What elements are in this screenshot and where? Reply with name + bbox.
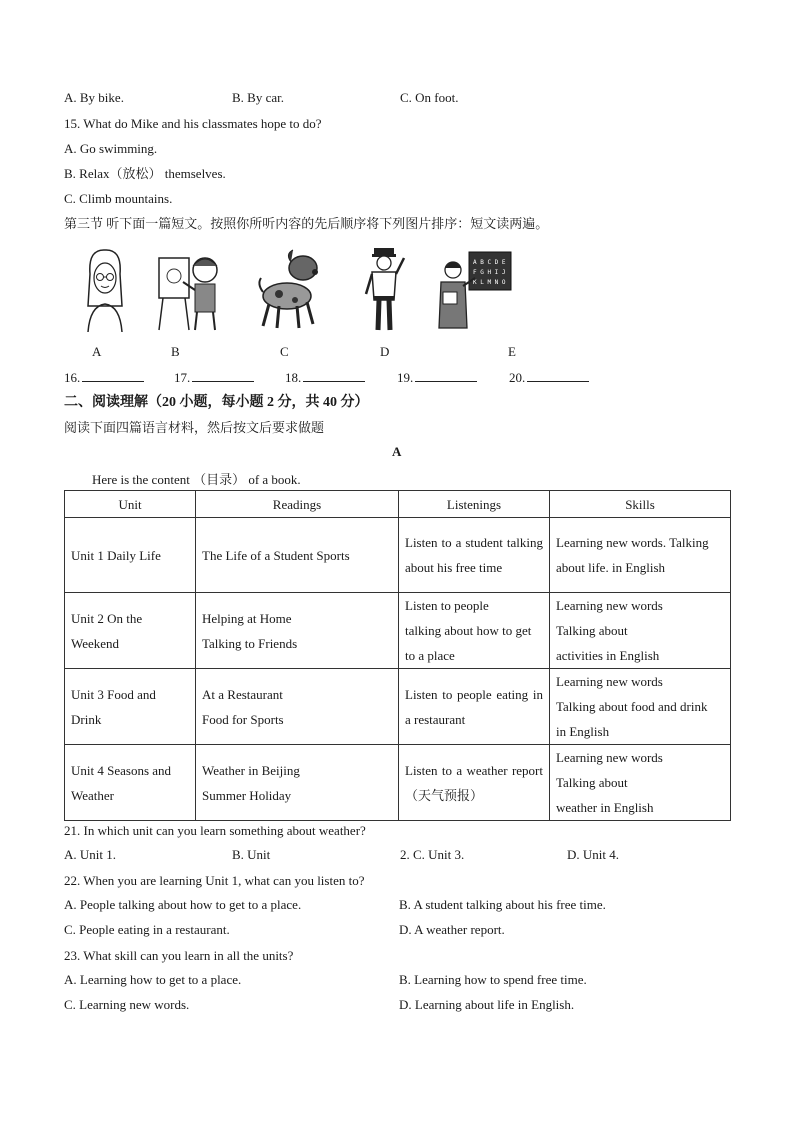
svg-text:A B C D E: A B C D E xyxy=(473,259,506,266)
book-content-table xyxy=(64,490,731,821)
answer-blank-16[interactable]: 16. xyxy=(64,369,144,386)
answer-blank-17[interactable]: 17. xyxy=(174,369,254,386)
teacher-at-board-icon xyxy=(435,244,515,334)
picture-label-e: E xyxy=(508,344,516,359)
table-cell: Listen to a weather report（天气预报） xyxy=(399,745,550,821)
table-cell: Weather in Beijing Summer Holiday xyxy=(196,745,399,821)
picture-label-b: B xyxy=(171,344,180,359)
table-header: Readings xyxy=(196,491,399,518)
child-painting-icon xyxy=(155,244,225,334)
q22-option-a: A. People talking about how to get to a place. xyxy=(64,897,302,912)
part2-heading: 二、阅读理解（20 小题，每小题 2 分，共 40 分） xyxy=(64,395,369,410)
section3-instruction: 第三节 听下面一篇短文。按照你所听内容的先后顺序将下列图片排序：短文读两遍。 xyxy=(64,216,549,231)
q23-stem: 23. What skill can you learn in all the units? xyxy=(64,948,294,963)
picture-label-d: D xyxy=(380,344,390,359)
q23-option-c: C. Learning new words. xyxy=(64,997,190,1012)
table-cell: Learning new words Talking about food and drink in English xyxy=(550,669,731,745)
table-cell: Listen to a student talking about his free time xyxy=(399,518,550,593)
q14-option-a: A. By bike. xyxy=(64,90,124,105)
q15-option-a: A. Go swimming. xyxy=(64,141,158,156)
table-cell: Listen to people eating in a restaurant xyxy=(399,669,550,745)
police-officer-icon xyxy=(360,244,410,334)
q21-option-d: D. Unit 4. xyxy=(567,847,619,862)
passage-a-title: A xyxy=(392,444,402,459)
q14-option-b: B. By car. xyxy=(232,90,284,105)
table-cell: Unit 2 On the Weekend xyxy=(65,593,196,669)
table-row xyxy=(65,669,731,745)
girl-with-glasses-icon xyxy=(80,244,130,334)
table-cell: Unit 4 Seasons and Weather xyxy=(65,745,196,821)
svg-text:F G H I J: F G H I J xyxy=(473,269,506,276)
table-row xyxy=(65,593,731,669)
table-header: Unit xyxy=(65,491,196,518)
table-cell: Helping at Home Talking to Friends xyxy=(196,593,399,669)
q21-option-b: B. Unit xyxy=(232,847,271,862)
table-header-row xyxy=(65,491,731,518)
table-cell: Unit 3 Food and Drink xyxy=(65,669,196,745)
table-cell: At a Restaurant Food for Sports xyxy=(196,669,399,745)
q21-option-c: 2. C. Unit 3. xyxy=(400,847,465,862)
q21-stem: 21. In which unit can you learn something about weather? xyxy=(64,823,366,838)
table-row xyxy=(65,745,731,821)
q22-option-c: C. People eating in a restaurant. xyxy=(64,922,230,937)
part2-instruction: 阅读下面四篇语言材料，然后按文后要求做题 xyxy=(64,420,325,435)
q22-option-d: D. A weather report. xyxy=(399,922,505,937)
table-cell: Learning new words Talking about activities in English xyxy=(550,593,731,669)
q15-stem: 15. What do Mike and his classmates hope to do? xyxy=(64,116,322,131)
q22-option-b: B. A student talking about his free time. xyxy=(399,897,606,912)
dog-icon xyxy=(255,244,325,334)
q14-option-c: C. On foot. xyxy=(400,90,459,105)
q23-option-d: D. Learning about life in English. xyxy=(399,997,575,1012)
q22-stem: 22. When you are learning Unit 1, what can you listen to? xyxy=(64,873,365,888)
table-cell: Listen to people talking about how to get to a place xyxy=(399,593,550,669)
answer-blank-20[interactable]: 20. xyxy=(509,369,589,386)
table-cell: Learning new words. Talking about life. in English xyxy=(550,518,731,593)
q15-option-b: B. Relax（放松） themselves. xyxy=(64,166,226,181)
table-cell: Learning new words Talking about weather in English xyxy=(550,745,731,821)
q23-option-b: B. Learning how to spend free time. xyxy=(399,972,587,987)
q23-option-a: A. Learning how to get to a place. xyxy=(64,972,242,987)
q15-option-c: C. Climb mountains. xyxy=(64,191,173,206)
table-header: Skills xyxy=(550,491,731,518)
passage-a-intro: Here is the content （目录） of a book. xyxy=(92,472,301,487)
table-header: Listenings xyxy=(399,491,550,518)
picture-label-a: A xyxy=(92,344,102,359)
table-row xyxy=(65,518,731,593)
answer-blank-18[interactable]: 18. xyxy=(285,369,365,386)
answer-blank-19[interactable]: 19. xyxy=(397,369,477,386)
q21-option-a: A. Unit 1. xyxy=(64,847,116,862)
table-cell: The Life of a Student Sports xyxy=(196,518,399,593)
picture-label-c: C xyxy=(280,344,289,359)
svg-text:K L M N O: K L M N O xyxy=(473,279,506,286)
table-cell: Unit 1 Daily Life xyxy=(65,518,196,593)
